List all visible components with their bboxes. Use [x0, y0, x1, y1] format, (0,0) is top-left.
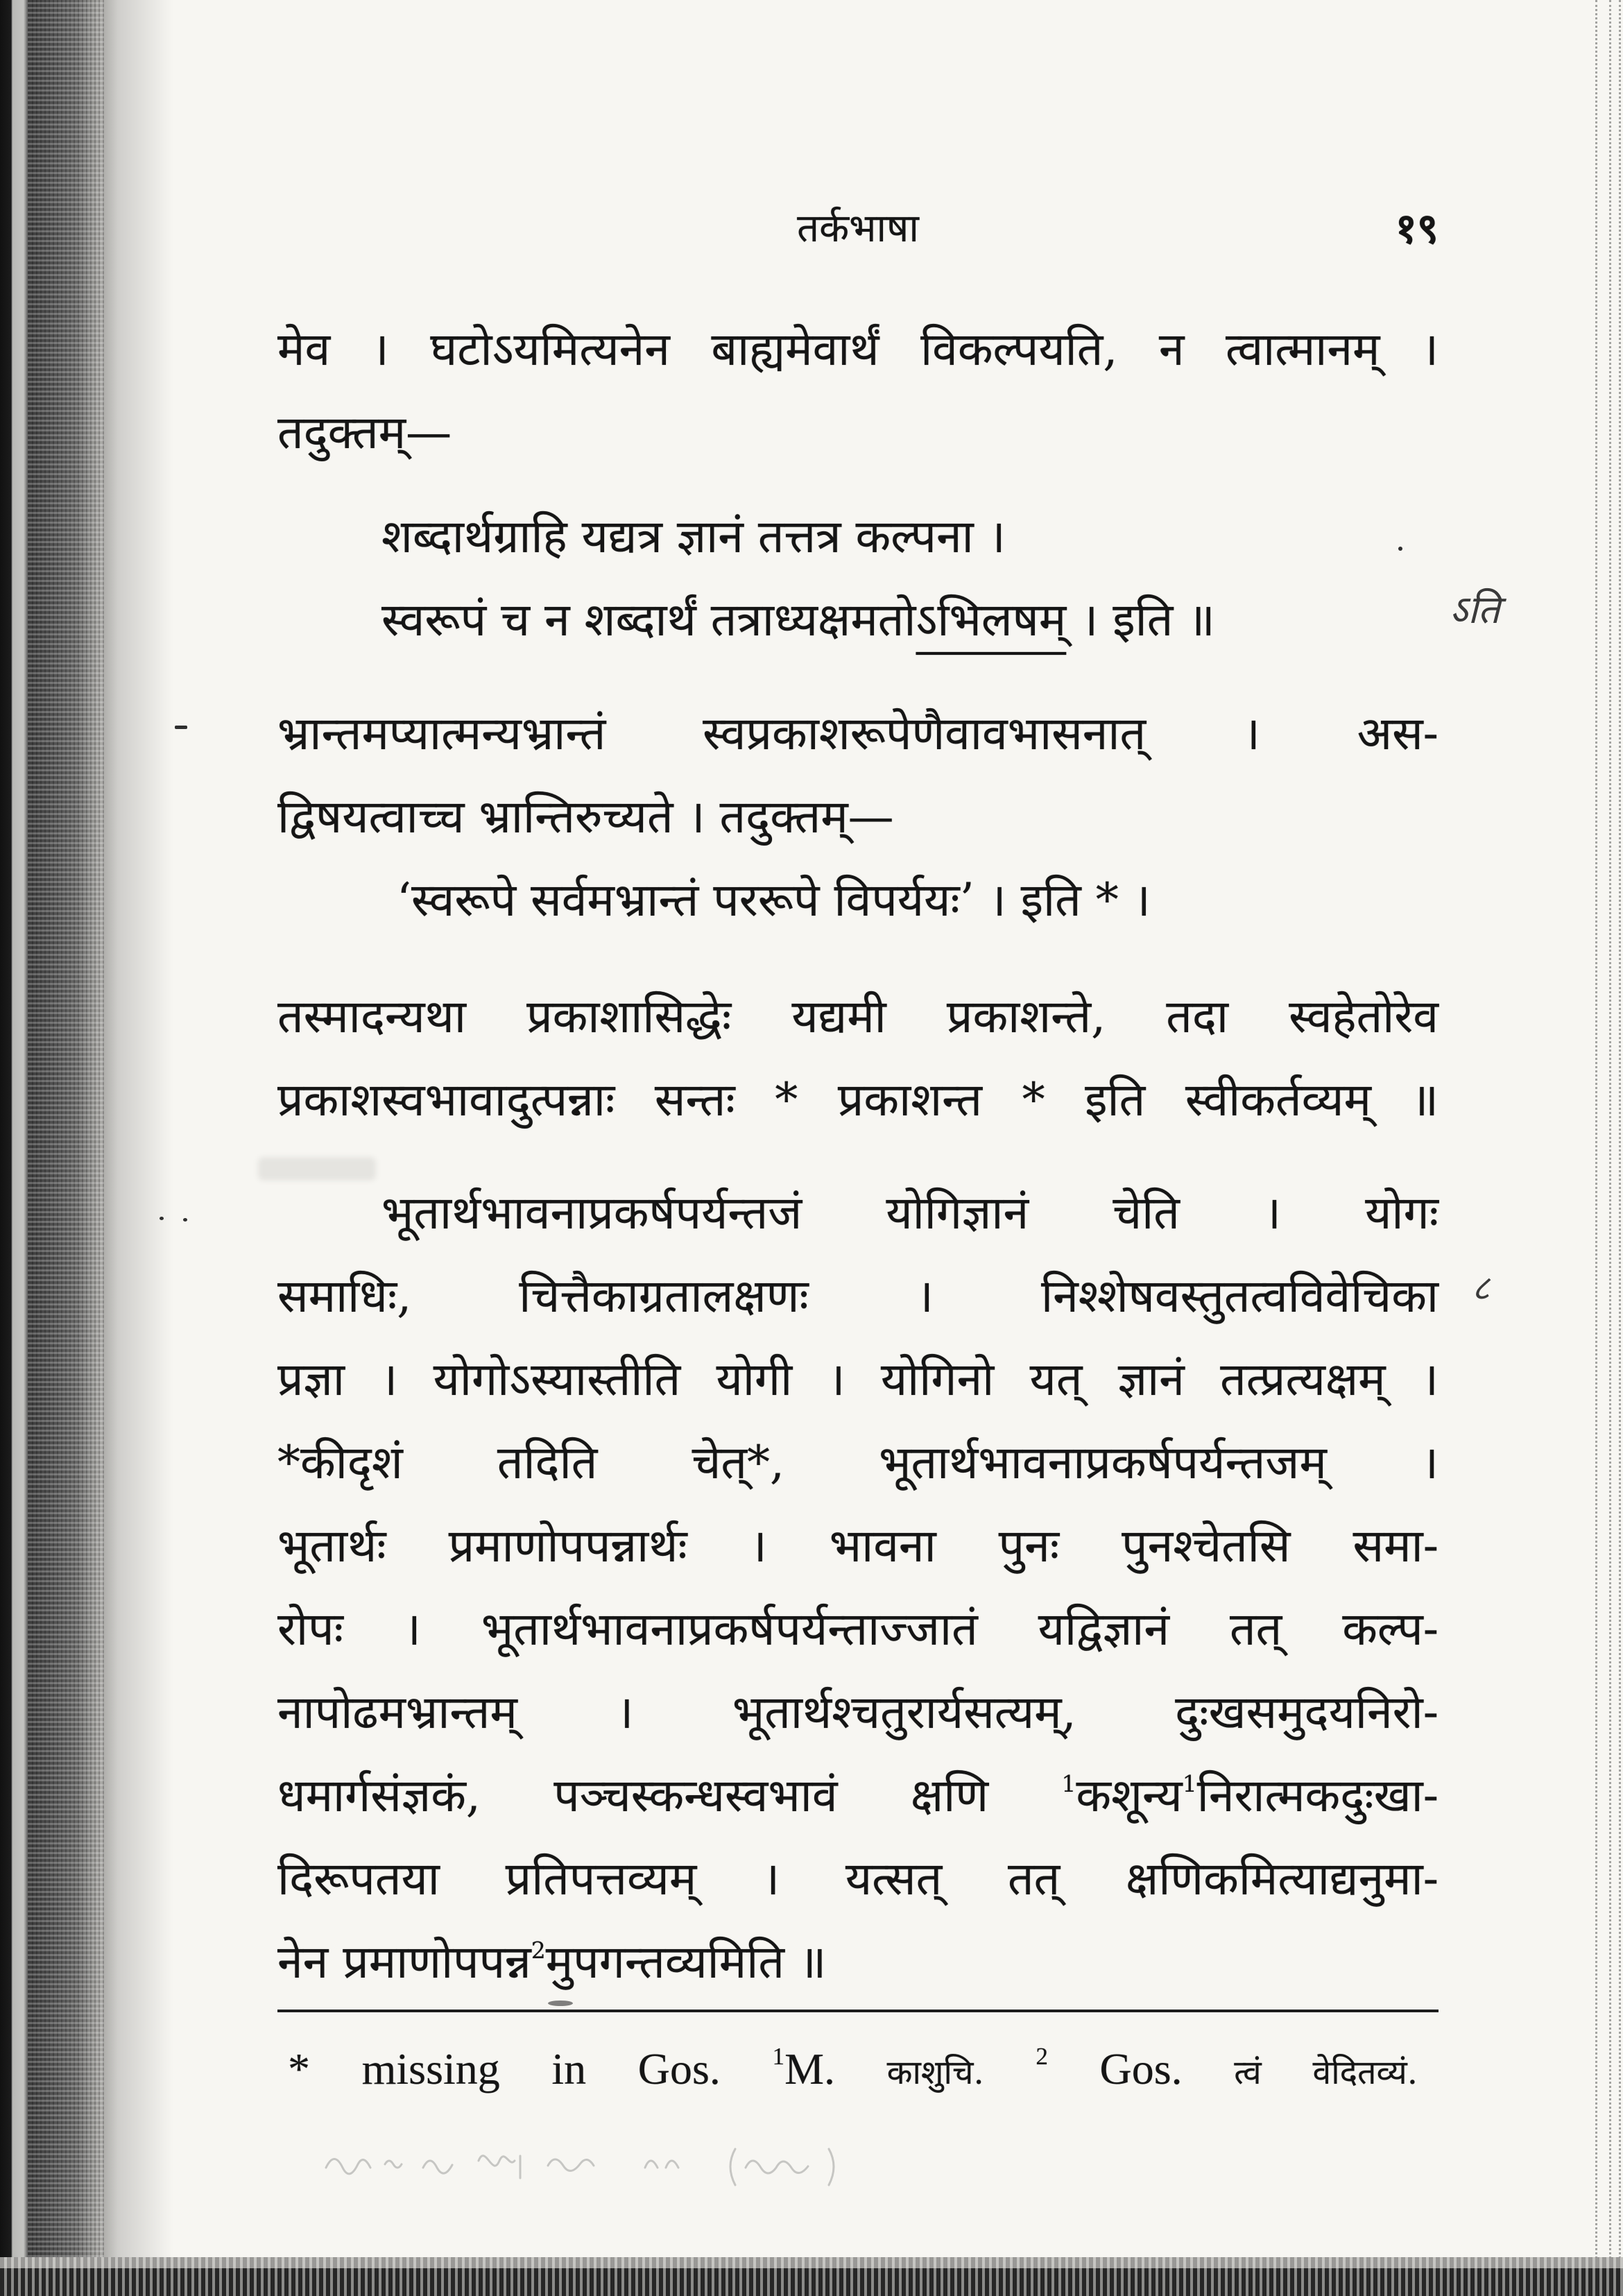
text-line: दिरूपतया प्रतिपत्तव्यम् । यत्सत् तत् क्षणिकमित्याद्यनुमा- [277, 1852, 1439, 1905]
footnote-reference: 2 [531, 1936, 546, 1964]
binding-texture [28, 0, 104, 2296]
text-line: भूतार्थभावनाप्रकर्षपर्यन्तजं योगिज्ञानं चेति । योगः [381, 1186, 1439, 1240]
footnote-entry [1036, 2044, 1182, 2093]
text-segment: निरात्मकदुःखा- [1196, 1769, 1439, 1822]
footnote-reading: त्वं वेदितव्यं. [1234, 2053, 1418, 2092]
page-edge-line [1609, 0, 1611, 2296]
scribble-stroke [326, 2159, 370, 2174]
verse-line [277, 579, 1439, 662]
text-line: तस्मादन्यथा प्रकाशासिद्धेः यद्यमी प्रकाशन्ते, तदा स्वहेतोरेव [277, 990, 1439, 1043]
text-line: प्रज्ञा । योगोऽस्यास्तीति योगी । योगिनो यत् ज्ञानं तत्प्रत्यक्षम् । [277, 1353, 1439, 1406]
text-line: *कीदृशं तदिति चेत्*, भूतार्थभावनाप्रकर्षपर्यन्तजम् । [277, 1436, 1439, 1489]
scribble-stroke [385, 2161, 402, 2168]
text-segment: नेन प्रमाणोपपन्न [277, 1935, 531, 1989]
running-head [277, 187, 1439, 271]
paragraph [277, 975, 1439, 1142]
ink-speck [183, 1218, 187, 1222]
footnote-entry [773, 2044, 836, 2093]
text-line: भ्रान्तमप्यात्मन्यभ्रान्तं स्वप्रकाशरूपेणैवावभासनात् । अस- [277, 707, 1439, 760]
verse-line: शब्दार्थग्राहि यद्यत्र ज्ञानं तत्तत्र कल्पना । [381, 510, 1006, 563]
main-text [277, 308, 1439, 2107]
text-line: रोपः । भूतार्थभावनाप्रकर्षपर्यन्ताज्जातं यद्विज्ञानं तत् कल्प- [277, 1602, 1439, 1656]
quotation-line: ‘स्वरूपे सर्वमभ्रान्तं पररूपे विपर्ययः’ । इति * । [397, 873, 1151, 927]
text-line: तदुक्तम्— [277, 406, 452, 459]
page-number: १९ [1395, 205, 1439, 253]
text-segment: धमार्गसंज्ञकं, पञ्चस्कन्धस्वभावं क्षणि [277, 1769, 1062, 1822]
text-segment: कशून्य [1076, 1769, 1183, 1822]
scribble-stroke [645, 2161, 678, 2168]
margin-annotation: ऽति [1450, 588, 1500, 633]
text-segment: स्वरूपं च न शब्दार्थं तत्राध्यक्षमतो [381, 593, 916, 646]
running-title: तर्कभाषा [797, 206, 919, 251]
footnote-marker: 2 [1036, 2042, 1048, 2070]
text-line [277, 1921, 1439, 2004]
page-edge-line [1595, 0, 1597, 2296]
scribble-stroke [479, 2156, 515, 2166]
text-line: समाधिः, चित्तैकाग्रतालक्षणः । निश्शेषवस्तुतत्वविवेचिका [277, 1269, 1439, 1323]
paragraph [277, 1172, 1439, 2004]
footnote-marker: 1 [772, 2042, 785, 2070]
margin-annotation: ८ [1472, 1268, 1490, 1308]
verse-block [277, 495, 1439, 662]
paragraph [277, 308, 1439, 474]
footnote-source: Gos. [1099, 2044, 1183, 2093]
text-line: नापोढमभ्रान्तम् । भूतार्थश्चतुरार्यसत्यम्, दुःखसमुदयनिरो- [277, 1686, 1439, 1739]
footnote-source: M. [784, 2044, 835, 2093]
text-line: प्रकाशस्वभावादुत्पन्नाः सन्तः * प्रकाशन्त * इति स्वीकर्तव्यम् ॥ [277, 1073, 1439, 1126]
underlined-word: ऽभिलषम् [916, 593, 1067, 646]
text-line: भूतार्थः प्रमाणोपपन्नार्थः । भावना पुनः पुनश्चेतसि समा- [277, 1519, 1439, 1573]
footnote-text: * missing in Gos. [288, 2044, 721, 2093]
ink-speck [160, 1217, 164, 1220]
page-edge-line [1619, 0, 1621, 2296]
footnote-line [277, 2034, 1439, 2107]
text-segment: । इति ॥ [1066, 593, 1215, 646]
scribble-stroke [746, 2161, 808, 2173]
scribble-stroke [423, 2161, 452, 2173]
text-segment: मुपगन्तव्यमिति ॥ [545, 1935, 827, 1989]
scribble-stroke [730, 2149, 735, 2185]
footnote-rule [277, 2010, 1439, 2012]
footnote-reference: 1 [1182, 1770, 1197, 1797]
text-line: द्विषयत्वाच्च भ्रान्तिरुच्यते । तदुक्तम्— [277, 790, 894, 843]
scan-bottom-border [0, 2257, 1623, 2296]
paragraph [277, 692, 1439, 942]
ink-speck [175, 726, 187, 729]
faint-handwriting [319, 2130, 860, 2192]
scribble-stroke [829, 2149, 834, 2185]
scribble-stroke [548, 2159, 594, 2171]
footnote-reference: 1 [1061, 1770, 1076, 1797]
text-line [277, 1754, 1439, 1837]
text-line: मेव । घटोऽयमित्यनेन बाह्यमेवार्थं विकल्पयति, न त्वात्मानम् । [277, 323, 1439, 376]
footnote-reading: काशुचि. [886, 2053, 984, 2092]
